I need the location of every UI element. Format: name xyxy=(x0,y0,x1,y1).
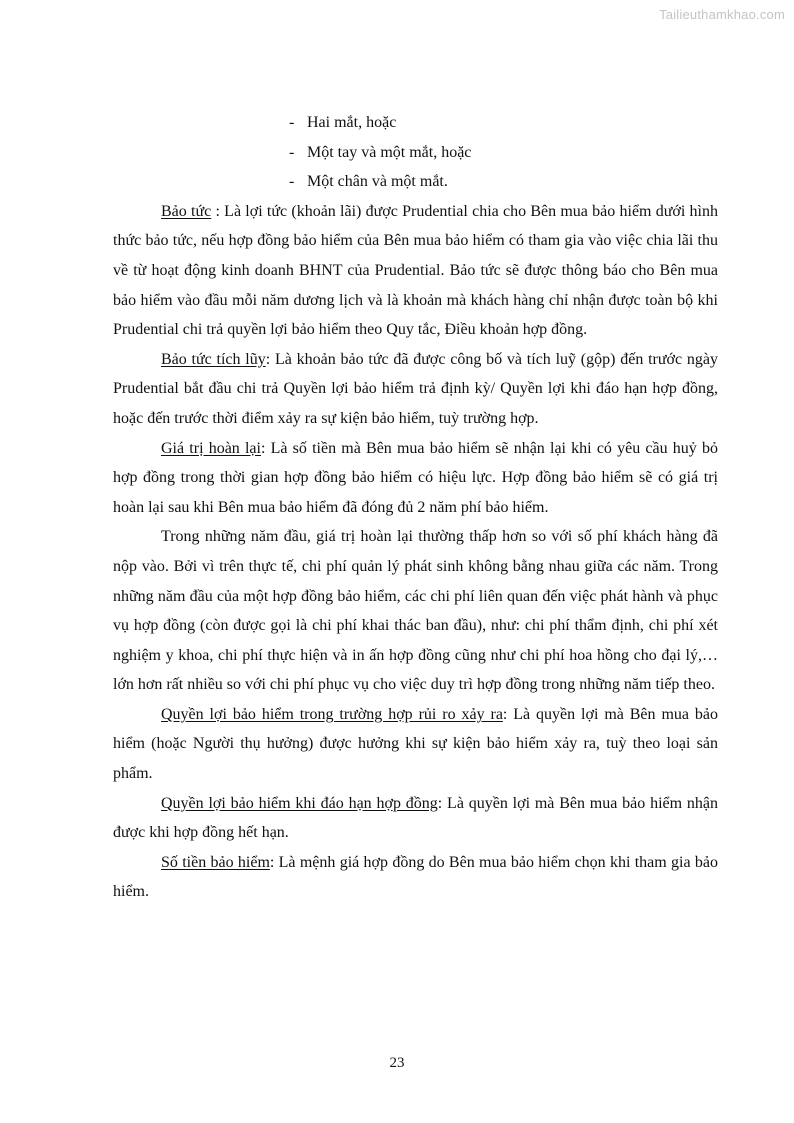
page-number: 23 xyxy=(389,1055,405,1071)
definition-text: : Là khoản bảo tức đã được công bố và tích luỹ (gộp) đến trước ngày Prudential bắt đầu chi trả Quyền lợi bảo hiểm trả định kỳ/ Quyền lợi khi đáo hạn hợp đồng, hoặc đến trước thời điểm xảy ra sự kiện bảo hiểm, tuỳ trường hợp. xyxy=(113,350,718,427)
bullet-dash: - xyxy=(289,143,295,161)
list-item-text: Hai mắt, hoặc xyxy=(307,114,397,131)
term-quyen-loi-dao-han: Quyền lợi bảo hiểm khi đáo hạn hợp đồng xyxy=(161,794,438,812)
list-item-text: Một chân và một mắt. xyxy=(307,173,448,191)
term-so-tien-bao-hiem: Số tiền bảo hiểm xyxy=(161,853,270,871)
paragraph-so-tien-bao-hiem xyxy=(113,848,718,907)
term-bao-tuc: Bảo tức xyxy=(161,202,212,220)
paragraph-text: Trong những năm đầu, giá trị hoàn lại thường thấp hơn so với số phí khách hàng đã nộp vào. Bởi vì trên thực tế, chi phí quản lý phát sinh không bằng nhau giữa các năm. Trong những năm đầu của một hợp đồng bảo hiểm, các chi phí liên quan đến việc phát hành và phục vụ hợp đồng (còn được gọi là chi phí khai thác ban đầu), như: chi phí thẩm định, chi phí xét nghiệm y khoa, chi phí thực hiện và in ấn hợp đồng cũng như chi phí hoa hồng cho đại lý,… lớn hơn rất nhiều so với chi phí phục vụ cho việc duy trì hợp đồng trong những năm tiếp theo. xyxy=(113,528,718,694)
definition-text: : Là số tiền mà Bên mua bảo hiểm sẽ nhận lại khi có yêu cầu huỷ bỏ hợp đồng trong thời gian hợp đồng bảo hiểm có hiệu lực. Hợp đồng bảo hiểm sẽ có giá trị hoàn lại sau khi Bên mua bảo hiểm đã đóng đủ 2 năm phí bảo hiểm. xyxy=(113,439,718,516)
definition-text: : Là mệnh giá hợp đồng do Bên mua bảo hiểm chọn khi tham gia bảo hiểm. xyxy=(113,853,718,901)
paragraph-explanation xyxy=(113,522,718,700)
bullet-dash: - xyxy=(289,173,295,191)
paragraph-bao-tuc xyxy=(113,197,718,345)
definition-text: : Là quyền lợi mà Bên mua bảo hiểm nhận được khi hợp đồng hết hạn. xyxy=(113,794,718,842)
definition-text: : Là lợi tức (khoản lãi) được Prudential chia cho Bên mua bảo hiểm dưới hình thức bảo tức, nếu hợp đồng bảo hiểm của Bên mua bảo hiểm có tham gia vào việc chia lãi thu về từ hoạt động kinh doanh BHNT của Prudential. Bảo tức sẽ được thông báo cho Bên mua bảo hiểm vào đầu mỗi năm dương lịch và là khoản mà khách hàng chỉ nhận được toàn bộ khi Prudential chi trả quyền lợi bảo hiểm theo Quy tắc, Điều khoản hợp đồng. xyxy=(113,202,719,339)
bullet-dash: - xyxy=(289,114,295,131)
paragraph-quyen-loi-rui-ro xyxy=(113,700,718,789)
term-gia-tri-hoan-lai: Giá trị hoàn lại xyxy=(161,439,261,457)
list-item-text: Một tay và một mắt, hoặc xyxy=(307,143,472,161)
list-item xyxy=(289,167,718,197)
paragraph-quyen-loi-dao-han xyxy=(113,789,718,848)
term-bao-tuc-tich-luy: Bảo tức tích lũy xyxy=(161,350,266,368)
watermark: Tailieuthamkhao.com xyxy=(659,7,785,22)
list-item xyxy=(289,108,718,138)
definition-text: : Là quyền lợi mà Bên mua bảo hiểm (hoặc Người thụ hưởng) được hưởng khi sự kiện bảo hiểm xảy ra, tuỳ theo loại sản phẩm. xyxy=(113,705,718,783)
paragraph-gia-tri-hoan-lai xyxy=(113,434,718,523)
bullet-list xyxy=(113,108,718,197)
paragraph-bao-tuc-tich-luy xyxy=(113,345,718,434)
term-quyen-loi-rui-ro: Quyền lợi bảo hiểm trong trường hợp rủi ro xảy ra xyxy=(161,705,503,723)
list-item xyxy=(289,138,718,168)
document-body xyxy=(113,108,718,907)
